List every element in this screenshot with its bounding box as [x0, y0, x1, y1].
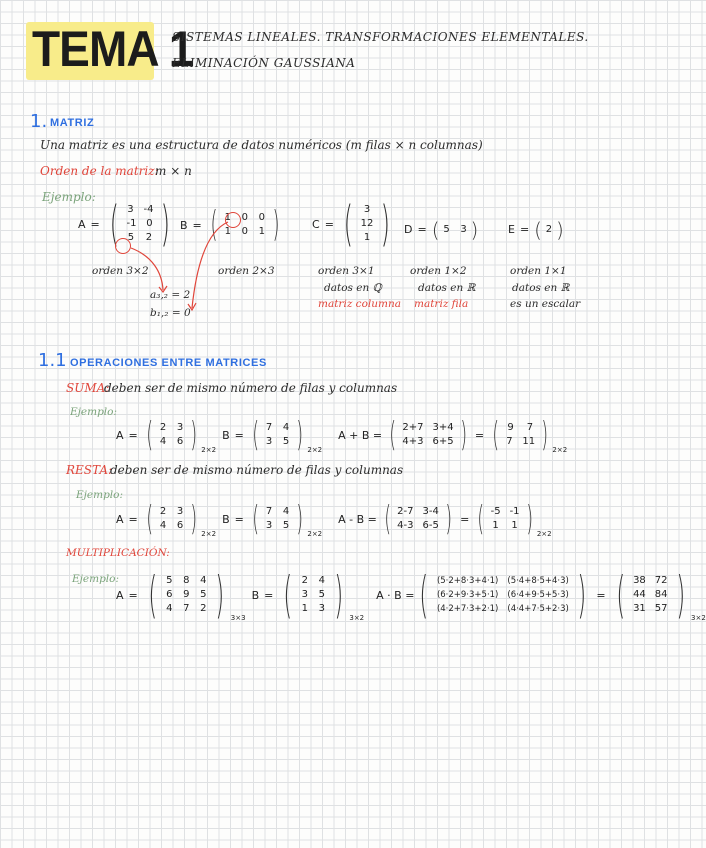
matrix-cell: 3-4	[422, 506, 439, 517]
matrix-cell: 57	[654, 603, 668, 614]
resta-label: RESTA:	[66, 463, 113, 477]
matrix-cell: 4	[318, 575, 326, 586]
section-1-number: 1.	[30, 111, 48, 132]
matrix-cell: 4+3	[402, 436, 424, 447]
suma-equation: A = ( 2 3 4 6 ) 2×2 B = ( 7 4 3 5 ) 2×2 A + B = ( 2+7 3+4 4+3 6+5 ) = ( 9 7 7 11 ) 2×2	[116, 415, 568, 455]
matrix-cell: 0	[241, 212, 248, 223]
matrix-cell: (6·4+9·5+5·3)	[507, 590, 569, 600]
resta-matrix-AB	[394, 505, 442, 533]
matrix-E: E = ( 2 )	[508, 217, 564, 242]
mult-A-order: 3×3	[230, 614, 246, 622]
matrix-cell: 84	[654, 589, 668, 600]
matrix-row	[265, 435, 290, 449]
mult-eq-2: =	[264, 588, 274, 602]
matrix-cell: 1	[492, 520, 499, 531]
suma-example-label: Ejemplo:	[70, 406, 118, 418]
suma-text: deben ser de mismo número de filas y columnas	[104, 381, 398, 395]
matrix-cell: 3	[176, 422, 184, 433]
matrix-cell: 4	[159, 520, 167, 531]
matrix-row	[505, 421, 535, 435]
matrix-row	[505, 435, 535, 449]
matrix-cell: 6	[166, 589, 173, 600]
matrix-D-name: D	[404, 223, 413, 236]
matrix-cell: 1	[301, 603, 309, 614]
matrix-cell: 2+7	[402, 422, 424, 433]
matrix-row	[633, 574, 667, 588]
arrow-a32	[131, 248, 163, 290]
element-b12: b₁,₂ = 0	[150, 307, 191, 319]
matrix-row	[165, 588, 207, 602]
resta-eq-1: =	[128, 512, 138, 526]
matrix-cell: -1	[509, 506, 520, 517]
order-value: m × n	[155, 164, 192, 178]
mult-eq-3: =	[596, 588, 606, 602]
section-1-title: MATRIZ	[50, 117, 95, 129]
matrix-cell: 31	[633, 603, 646, 614]
mult-matrix-B	[298, 574, 329, 616]
matrix-cell: 3	[460, 223, 467, 235]
matrix-row	[397, 505, 439, 519]
matrix-cell: 5	[318, 589, 326, 600]
matrix-row	[159, 505, 184, 519]
matrix-cell: 1	[363, 232, 371, 243]
mult-example-label: Ejemplo:	[72, 573, 120, 585]
matrix-B-name: B	[180, 218, 188, 232]
resta-A-order: 2×2	[201, 530, 217, 538]
matrix-cell: 2	[545, 223, 553, 235]
suma-eq-3: =	[474, 428, 485, 442]
matrix-row	[437, 574, 569, 588]
matrix-E-note-1: datos en ℝ	[512, 282, 570, 294]
matrix-cell: 7	[265, 422, 273, 433]
matrix-cell: -4	[143, 204, 154, 215]
matrix-cell: 5	[200, 589, 207, 600]
matrix-C-note-1: datos en ℚ	[324, 282, 382, 294]
matrix-cell: 6+5	[432, 436, 454, 447]
suma-expression: A + B =	[338, 428, 383, 442]
matrix-cell: 72	[654, 575, 668, 586]
matrix-cell: 3	[318, 603, 326, 614]
matrix-row	[301, 588, 326, 602]
matrix-E-name: E	[508, 223, 515, 236]
matrix-C: C = ( 3 12 1 )	[312, 196, 391, 252]
matrix-cell: 0	[258, 212, 265, 223]
matrix-B: B = ( 1 0 0 1 0 1 )	[180, 204, 280, 245]
subtitle-line-1: SISTEMAS LINEALES. TRANSFORMACIONES ELEMENTALES.	[172, 30, 589, 44]
matrix-row	[402, 435, 453, 449]
matrix-cell: 1	[511, 520, 518, 531]
suma-matrix-result	[502, 421, 538, 449]
matrix-cell: 5	[443, 223, 450, 235]
matrix-C-note-2: matriz columna	[318, 298, 401, 310]
suma-label: SUMA:	[66, 381, 110, 395]
arrow-b12	[192, 222, 228, 308]
matrix-cell: 0	[241, 226, 248, 237]
matrix-E-note-2: es un escalar	[510, 298, 581, 310]
matrix-row	[301, 602, 326, 616]
matrix-cell: (4·4+7·5+2·3)	[507, 604, 569, 614]
resta-matrix-result	[488, 505, 523, 533]
matrix-cell: 6	[176, 520, 184, 531]
matrix-cell: 5	[282, 436, 290, 447]
matrix-row	[402, 421, 453, 435]
matrix-cell: 4	[159, 436, 167, 447]
matrix-definition: Una matriz es una estructura de datos numéricos (m filas × n columnas)	[40, 138, 483, 152]
matrix-row	[633, 588, 667, 602]
matrix-cell: 4	[200, 575, 207, 586]
matrix-row	[159, 519, 184, 533]
resta-B-order: 2×2	[307, 530, 323, 538]
matrix-E-order: orden 1×1	[510, 265, 567, 277]
matrix-row	[491, 505, 520, 519]
matrix-D: D = ( 5 3 )	[404, 217, 479, 242]
matrix-A: A = ( 3 -4 -1 0 5 2 )	[78, 196, 171, 252]
matrix-cell: (5·4+8·5+4·3)	[507, 576, 569, 586]
matrix-cell: 5	[282, 520, 290, 531]
matrix-C-order: orden 3×1	[318, 265, 375, 277]
matrix-B-order: orden 2×3	[218, 265, 275, 277]
matrix-cell: 7	[526, 422, 534, 433]
matrix-cell: 6-5	[422, 520, 439, 531]
matrix-cell: 6	[176, 436, 184, 447]
order-label: Orden de la matriz:	[40, 164, 159, 178]
matrix-cell: 38	[633, 575, 646, 586]
matrix-D-note-2: matriz fila	[414, 298, 469, 310]
resta-expression: A - B =	[338, 512, 377, 526]
matrix-cell: 8	[183, 575, 190, 586]
matrix-cell: 3	[265, 436, 273, 447]
matrix-cell: (5·2+8·3+4·1)	[436, 576, 499, 586]
matrix-cell: (4·2+7·3+2·1)	[436, 604, 499, 614]
matrix-cell: 7	[183, 603, 190, 614]
resta-example-label: Ejemplo:	[76, 489, 124, 501]
matrix-row	[491, 519, 520, 533]
mult-B-order: 3×2	[349, 614, 365, 622]
suma-eq-2: =	[234, 428, 244, 442]
matrix-row	[397, 519, 439, 533]
matrix-cell: 3+4	[432, 422, 454, 433]
mult-matrix-result	[630, 574, 670, 616]
subtitle-line-2: ELIMINACIÓN GAUSSIANA	[172, 56, 356, 70]
resta-matrix-A	[156, 505, 187, 533]
matrix-cell: 5	[166, 575, 173, 586]
matrix-row	[165, 602, 207, 616]
matrix-A-order: orden 3×2	[92, 265, 149, 277]
matrix-cell: 1	[224, 212, 231, 223]
matrix-cell: 9	[507, 422, 514, 433]
matrix-cell: 5	[127, 232, 135, 243]
resta-result-order: 2×2	[536, 530, 552, 538]
matrix-cell: 3	[301, 589, 309, 600]
mult-matrix-AB	[434, 574, 572, 616]
example-label: Ejemplo:	[42, 190, 96, 204]
mult-expression: A · B =	[376, 588, 415, 602]
matrix-C-name: C	[312, 217, 320, 231]
matrix-D-order: orden 1×2	[410, 265, 467, 277]
resta-eq-3: =	[460, 512, 470, 526]
suma-matrix-AB	[399, 421, 456, 449]
resta-text: deben ser de mismo número de filas y columnas	[110, 463, 404, 477]
resta-eq-2: =	[234, 512, 244, 526]
resta-equation: A = ( 2 3 4 6 ) 2×2 B = ( 7 4 3 5 ) 2×2 A - B = ( 2-7 3-4 4-3 6-5 ) = ( -5 -1 1 1 ) 2×2	[116, 499, 552, 539]
matrix-cell: 9	[183, 589, 190, 600]
matrix-cell: 44	[633, 589, 646, 600]
matrix-cell: 11	[522, 436, 536, 447]
suma-A-order: 2×2	[201, 446, 217, 454]
matrix-cell: 4	[166, 603, 173, 614]
mult-label: MULTIPLICACIÓN:	[66, 547, 170, 559]
mult-matrix-A	[162, 574, 210, 616]
matrix-cell: 7	[265, 506, 273, 517]
matrix-row	[437, 602, 569, 616]
suma-matrix-A	[156, 421, 187, 449]
matrix-cell: 4	[282, 506, 290, 517]
matrix-cell: -1	[126, 218, 137, 229]
matrix-row	[437, 588, 569, 602]
matrix-cell: 1	[224, 226, 231, 237]
matrix-cell: 4	[282, 422, 290, 433]
suma-matrix-B	[262, 421, 293, 449]
matrix-cell: 2	[301, 575, 309, 586]
section-1-1-title: OPERACIONES ENTRE MATRICES	[70, 357, 267, 369]
matrix-cell: 7	[506, 436, 513, 447]
matrix-cell: 0	[146, 218, 153, 229]
matrix-cell: 2-7	[397, 506, 414, 517]
matrix-row	[633, 602, 667, 616]
mult-equation: A = ( 5 8 4 6 9 5 4 7 2 ) 3×3 B = ( 2 4 3 5 1 3 ) 3×2 A · B = ( (5·2+8·3+4·1) (5·4+8·5+4·3) (6·2+9·3+5·1) (6·4+9·5+5·3) (4·2+7·3+2·1) (4·4+7·5+2·3) ) = ( 38 72 44 84 31 57 ) 3×2	[116, 566, 706, 624]
suma-result-order: 2×2	[552, 446, 568, 454]
matrix-cell: 12	[360, 218, 374, 229]
matrix-cell: 3	[176, 506, 184, 517]
matrix-row	[159, 435, 184, 449]
element-a32: a₃,₂ = 2	[150, 289, 191, 301]
matrix-cell: 3	[127, 204, 134, 215]
matrix-cell: (6·2+9·3+5·1)	[436, 590, 499, 600]
matrix-cell: -5	[490, 506, 501, 517]
matrix-row	[165, 574, 207, 588]
matrix-row	[159, 421, 184, 435]
matrix-cell: 2	[145, 232, 153, 243]
suma-B-order: 2×2	[307, 446, 323, 454]
matrix-row	[265, 505, 290, 519]
mult-eq-1: =	[128, 588, 138, 602]
mult-result-order: 3×2	[691, 614, 706, 622]
matrix-row	[265, 421, 290, 435]
suma-eq-1: =	[128, 428, 138, 442]
matrix-row	[265, 519, 290, 533]
matrix-cell: 1	[258, 226, 265, 237]
matrix-cell: 2	[159, 422, 167, 433]
matrix-cell: 2	[159, 506, 167, 517]
matrix-cell: 3	[265, 520, 273, 531]
matrix-row	[301, 574, 326, 588]
matrix-A-name: A	[78, 217, 86, 231]
matrix-cell: 4-3	[397, 520, 414, 531]
matrix-cell: 2	[200, 603, 207, 614]
resta-matrix-B	[262, 505, 293, 533]
section-1-1-number: 1.1	[38, 350, 67, 371]
page-title: TEMA 1	[32, 21, 194, 77]
matrix-D-note-1: datos en ℝ	[418, 282, 476, 294]
matrix-cell: 3	[363, 204, 371, 215]
